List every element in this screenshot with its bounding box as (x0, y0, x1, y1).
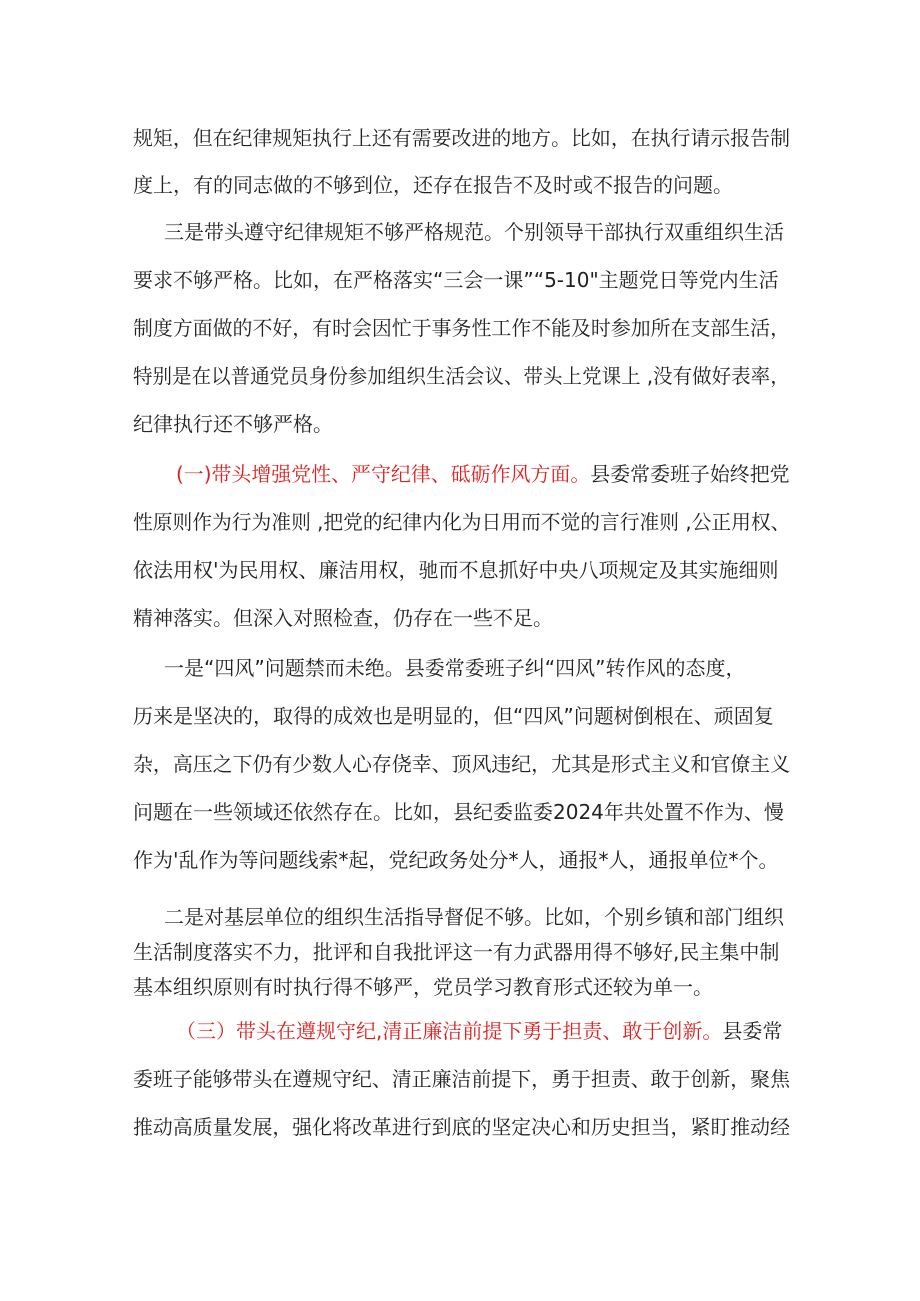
line-text: 特别是在以普通党员身份参加组织生活会议、带头上党课上 ,没有做好表率， (133, 364, 790, 388)
line-text: 性原则作为行为准则 ,把党的纪律内化为日用而不觉的言行准则 ,公正用权、 (133, 510, 791, 534)
line-text: 一是“四风”问题禁而未绝。县委常委班子纠“四风”转作风的态度， (164, 656, 746, 680)
line-text: 杂，高压之下仍有少数人心存侥幸、顶风违纪，尤其是形式主义和官僚主义 (133, 752, 790, 776)
text-line (133, 702, 774, 730)
text-line (133, 171, 733, 199)
text-line (133, 1065, 790, 1093)
line-text: 依法用权'为民用权、廉洁用权，驰而不息抓好中央八项规定及其实施细则 (133, 558, 779, 582)
text-line (133, 314, 790, 342)
line-text: 纪律执行还不够严格。 (133, 412, 333, 436)
text-line (133, 604, 553, 632)
section-heading-line (176, 460, 790, 488)
line-text: 制度方面做的不好，有时会因忙于事务性工作不能及时参加所在支部生活， (133, 316, 790, 340)
line-text: 问题在一些领域还依然存在。比如，县纪委监委2024年共处置不作为、慢 (133, 800, 784, 824)
text-line (133, 750, 790, 778)
line-text: 县委常 (722, 1019, 783, 1043)
text-line (133, 973, 713, 1001)
line-text: 二是对基层单位的组织生活指导督促不够。比如，个别乡镇和部门组织 (164, 905, 784, 929)
text-line (133, 410, 333, 438)
line-text: 推动高质量发展，强化将改革进行到底的坚定决心和历史担当，紧盯推动经 (133, 1115, 790, 1139)
text-line (133, 1113, 790, 1141)
text-line (133, 846, 779, 874)
line-text: 生活制度落实不力，批评和自我批评这一有力武器用得不够好,民主集中制 (133, 940, 780, 964)
section-heading-line (176, 1017, 782, 1045)
text-line (133, 266, 779, 294)
line-text: 规矩，但在纪律规矩执行上还有需要改进的地方。比如，在执行请示报告制 (133, 126, 790, 150)
paragraph-start-line (164, 218, 784, 246)
section-heading: (一)带头增强党性、严守纪律、砥砺作风方面。 (176, 462, 591, 486)
text-line (133, 556, 779, 584)
paragraph-start-line (164, 654, 745, 682)
line-text: 要求不够严格。比如，在严格落实“三会一课”“5-10"主题党日等党内生活 (133, 268, 779, 292)
paragraph-start-line (164, 903, 784, 931)
line-text: 县委常委班子始终把党 (590, 462, 790, 486)
section-heading: （三）带头在遵规守纪,清正廉洁前提下勇于担责、敢于创新。 (176, 1019, 723, 1043)
text-line (133, 508, 790, 536)
text-line (133, 938, 779, 966)
line-text: 历来是坚决的，取得的成效也是明显的，但“四风”问题树倒根在、顽固复 (133, 704, 774, 728)
line-text: 度上，有的同志做的不够到位，还存在报告不及时或不报告的问题。 (133, 173, 733, 197)
text-line (133, 362, 790, 390)
line-text: 基本组织原则有时执行得不够严，党员学习教育形式还较为单一。 (133, 975, 713, 999)
text-line (133, 798, 784, 826)
line-text: 委班子能够带头在遵规守纪、清正廉洁前提下，勇于担责、敢于创新，聚焦 (133, 1067, 790, 1091)
text-line (133, 124, 790, 152)
line-text: 三是带头遵守纪律规矩不够严格规范。个别领导干部执行双重组织生活 (164, 220, 784, 244)
line-text: 作为'乱作为等问题线索*起，党纪政务处分*人，通报*人，通报单位*个。 (133, 848, 779, 872)
line-text: 精神落实。但深入对照检查，仍存在一些不足。 (133, 606, 553, 630)
